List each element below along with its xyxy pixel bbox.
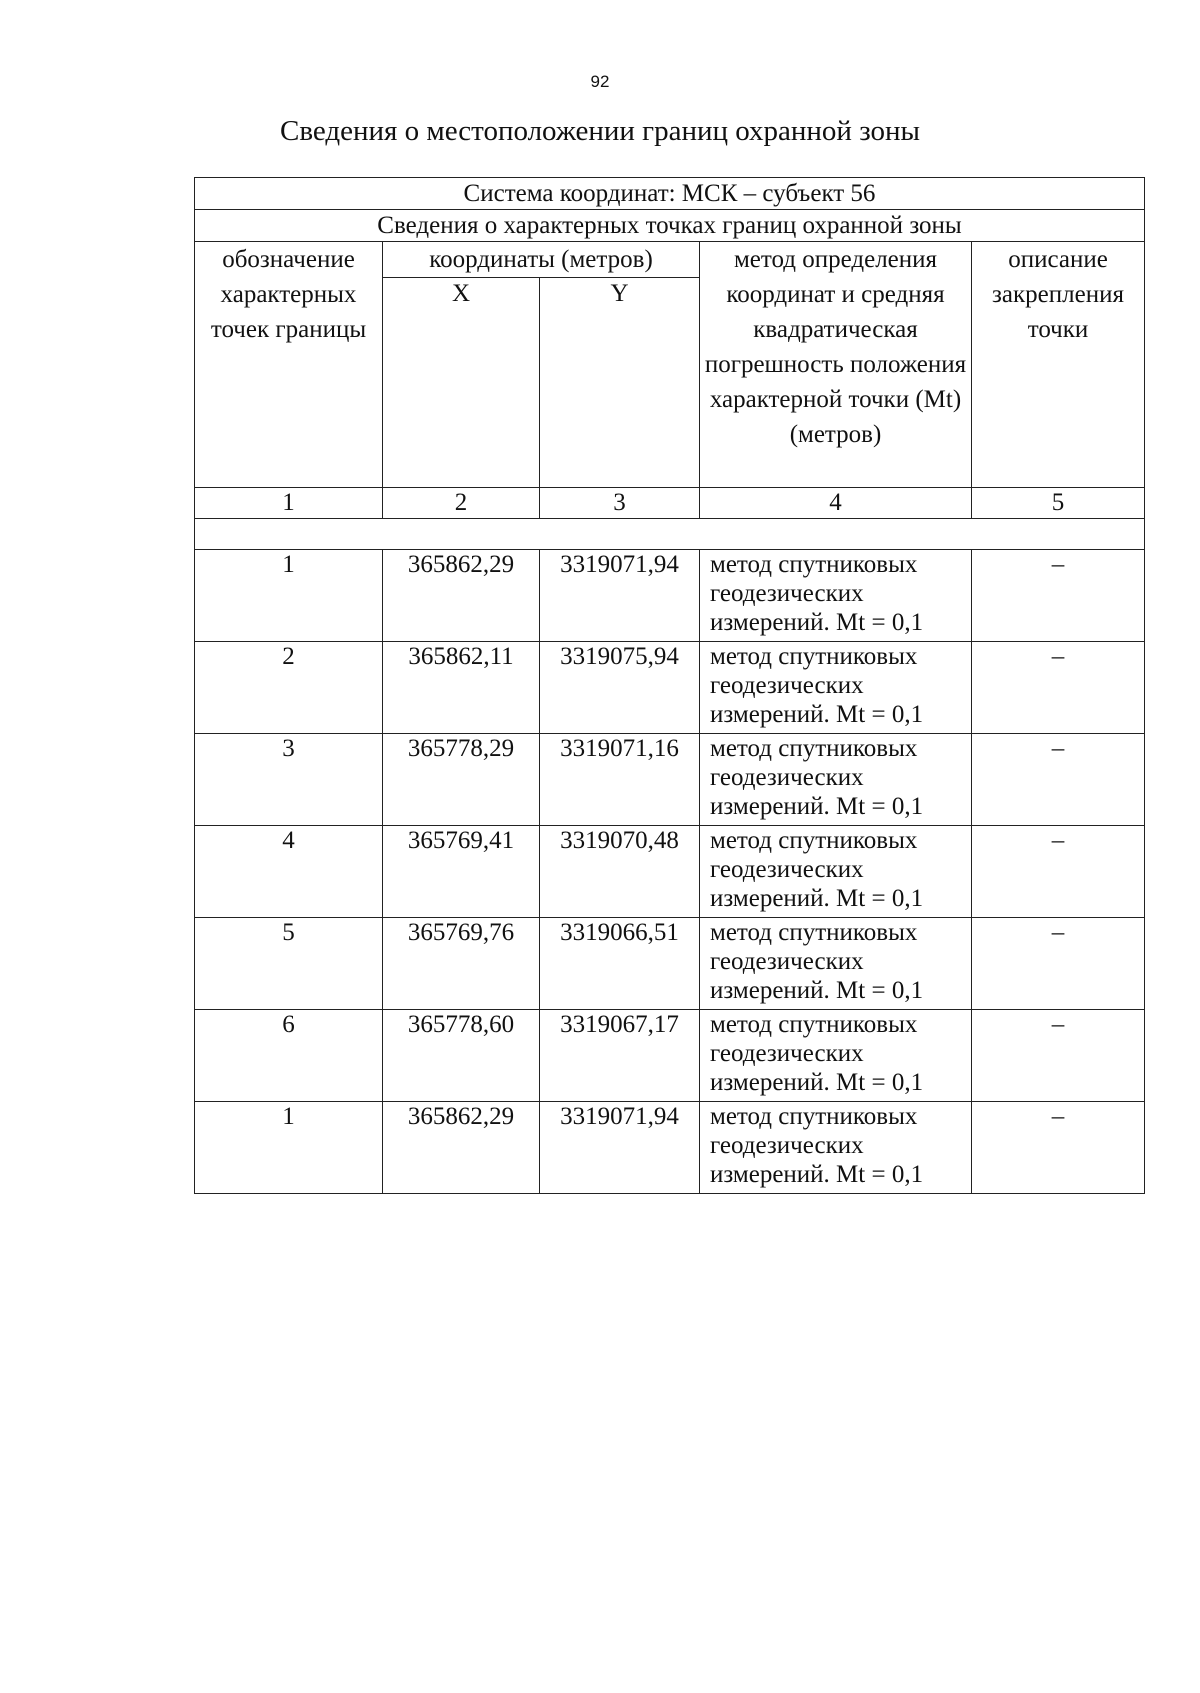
header-y: Y — [540, 278, 700, 488]
method-cell: метод спутниковых геодезических измерений. Mt = 0,1 — [700, 826, 972, 918]
x-cell: 365778,60 — [383, 1010, 540, 1102]
table-row — [195, 1010, 1145, 1102]
description-cell: – — [972, 1010, 1145, 1102]
header-x: X — [383, 278, 540, 488]
header-point-designation: обозначение характерных точек границы — [195, 242, 383, 488]
column-number: 5 — [972, 488, 1145, 519]
point-cell: 5 — [195, 918, 383, 1010]
table-row — [195, 642, 1145, 734]
header-row — [195, 242, 1145, 278]
description-cell: – — [972, 918, 1145, 1010]
y-cell: 3319071,16 — [540, 734, 700, 826]
table-row — [195, 1102, 1145, 1194]
page-number: 92 — [590, 72, 610, 91]
table-row — [195, 550, 1145, 642]
header-method: метод определения координат и средняя квадратическая погрешность положения характерной точки (Mt) (метров) — [700, 242, 972, 488]
column-number: 2 — [383, 488, 540, 519]
point-cell: 3 — [195, 734, 383, 826]
point-cell: 1 — [195, 550, 383, 642]
method-cell: метод спутниковых геодезических измерений. Mt = 0,1 — [700, 1010, 972, 1102]
description-cell: – — [972, 642, 1145, 734]
x-cell: 365778,29 — [383, 734, 540, 826]
y-cell: 3319071,94 — [540, 550, 700, 642]
y-cell: 3319071,94 — [540, 1102, 700, 1194]
x-cell: 365862,29 — [383, 1102, 540, 1194]
description-cell: – — [972, 826, 1145, 918]
method-cell: метод спутниковых геодезических измерений. Mt = 0,1 — [700, 642, 972, 734]
point-cell: 6 — [195, 1010, 383, 1102]
table-row — [195, 826, 1145, 918]
x-cell: 365862,29 — [383, 550, 540, 642]
column-number: 1 — [195, 488, 383, 519]
column-number: 4 — [700, 488, 972, 519]
x-cell: 365769,76 — [383, 918, 540, 1010]
y-cell: 3319075,94 — [540, 642, 700, 734]
header-coordinates: координаты (метров) — [383, 242, 700, 278]
document-title: Сведения о местоположении границ охранной зоны — [279, 115, 920, 147]
coordinates-table — [194, 177, 1145, 1194]
method-cell: метод спутниковых геодезических измерений. Mt = 0,1 — [700, 1102, 972, 1194]
header-description: описание закрепления точки — [972, 242, 1145, 488]
description-cell: – — [972, 1102, 1145, 1194]
y-cell: 3319067,17 — [540, 1010, 700, 1102]
column-number: 3 — [540, 488, 700, 519]
y-cell: 3319066,51 — [540, 918, 700, 1010]
coordinate-system-row — [195, 178, 1145, 210]
coordinate-system-cell: Система координат: МСК – субъект 56 — [195, 178, 1145, 210]
x-cell: 365769,41 — [383, 826, 540, 918]
method-cell: метод спутниковых геодезических измерений. Mt = 0,1 — [700, 918, 972, 1010]
y-cell: 3319070,48 — [540, 826, 700, 918]
empty-row — [195, 519, 1145, 550]
x-cell: 365862,11 — [383, 642, 540, 734]
description-cell: – — [972, 734, 1145, 826]
method-cell: метод спутниковых геодезических измерений. Mt = 0,1 — [700, 550, 972, 642]
column-number-row — [195, 488, 1145, 519]
point-cell: 2 — [195, 642, 383, 734]
point-cell: 4 — [195, 826, 383, 918]
subtitle-row — [195, 210, 1145, 242]
description-cell: – — [972, 550, 1145, 642]
subtitle-cell: Сведения о характерных точках границ охранной зоны — [195, 210, 1145, 242]
table-row — [195, 734, 1145, 826]
empty-cell — [195, 519, 1145, 550]
method-cell: метод спутниковых геодезических измерений. Mt = 0,1 — [700, 734, 972, 826]
point-cell: 1 — [195, 1102, 383, 1194]
table-row — [195, 918, 1145, 1010]
